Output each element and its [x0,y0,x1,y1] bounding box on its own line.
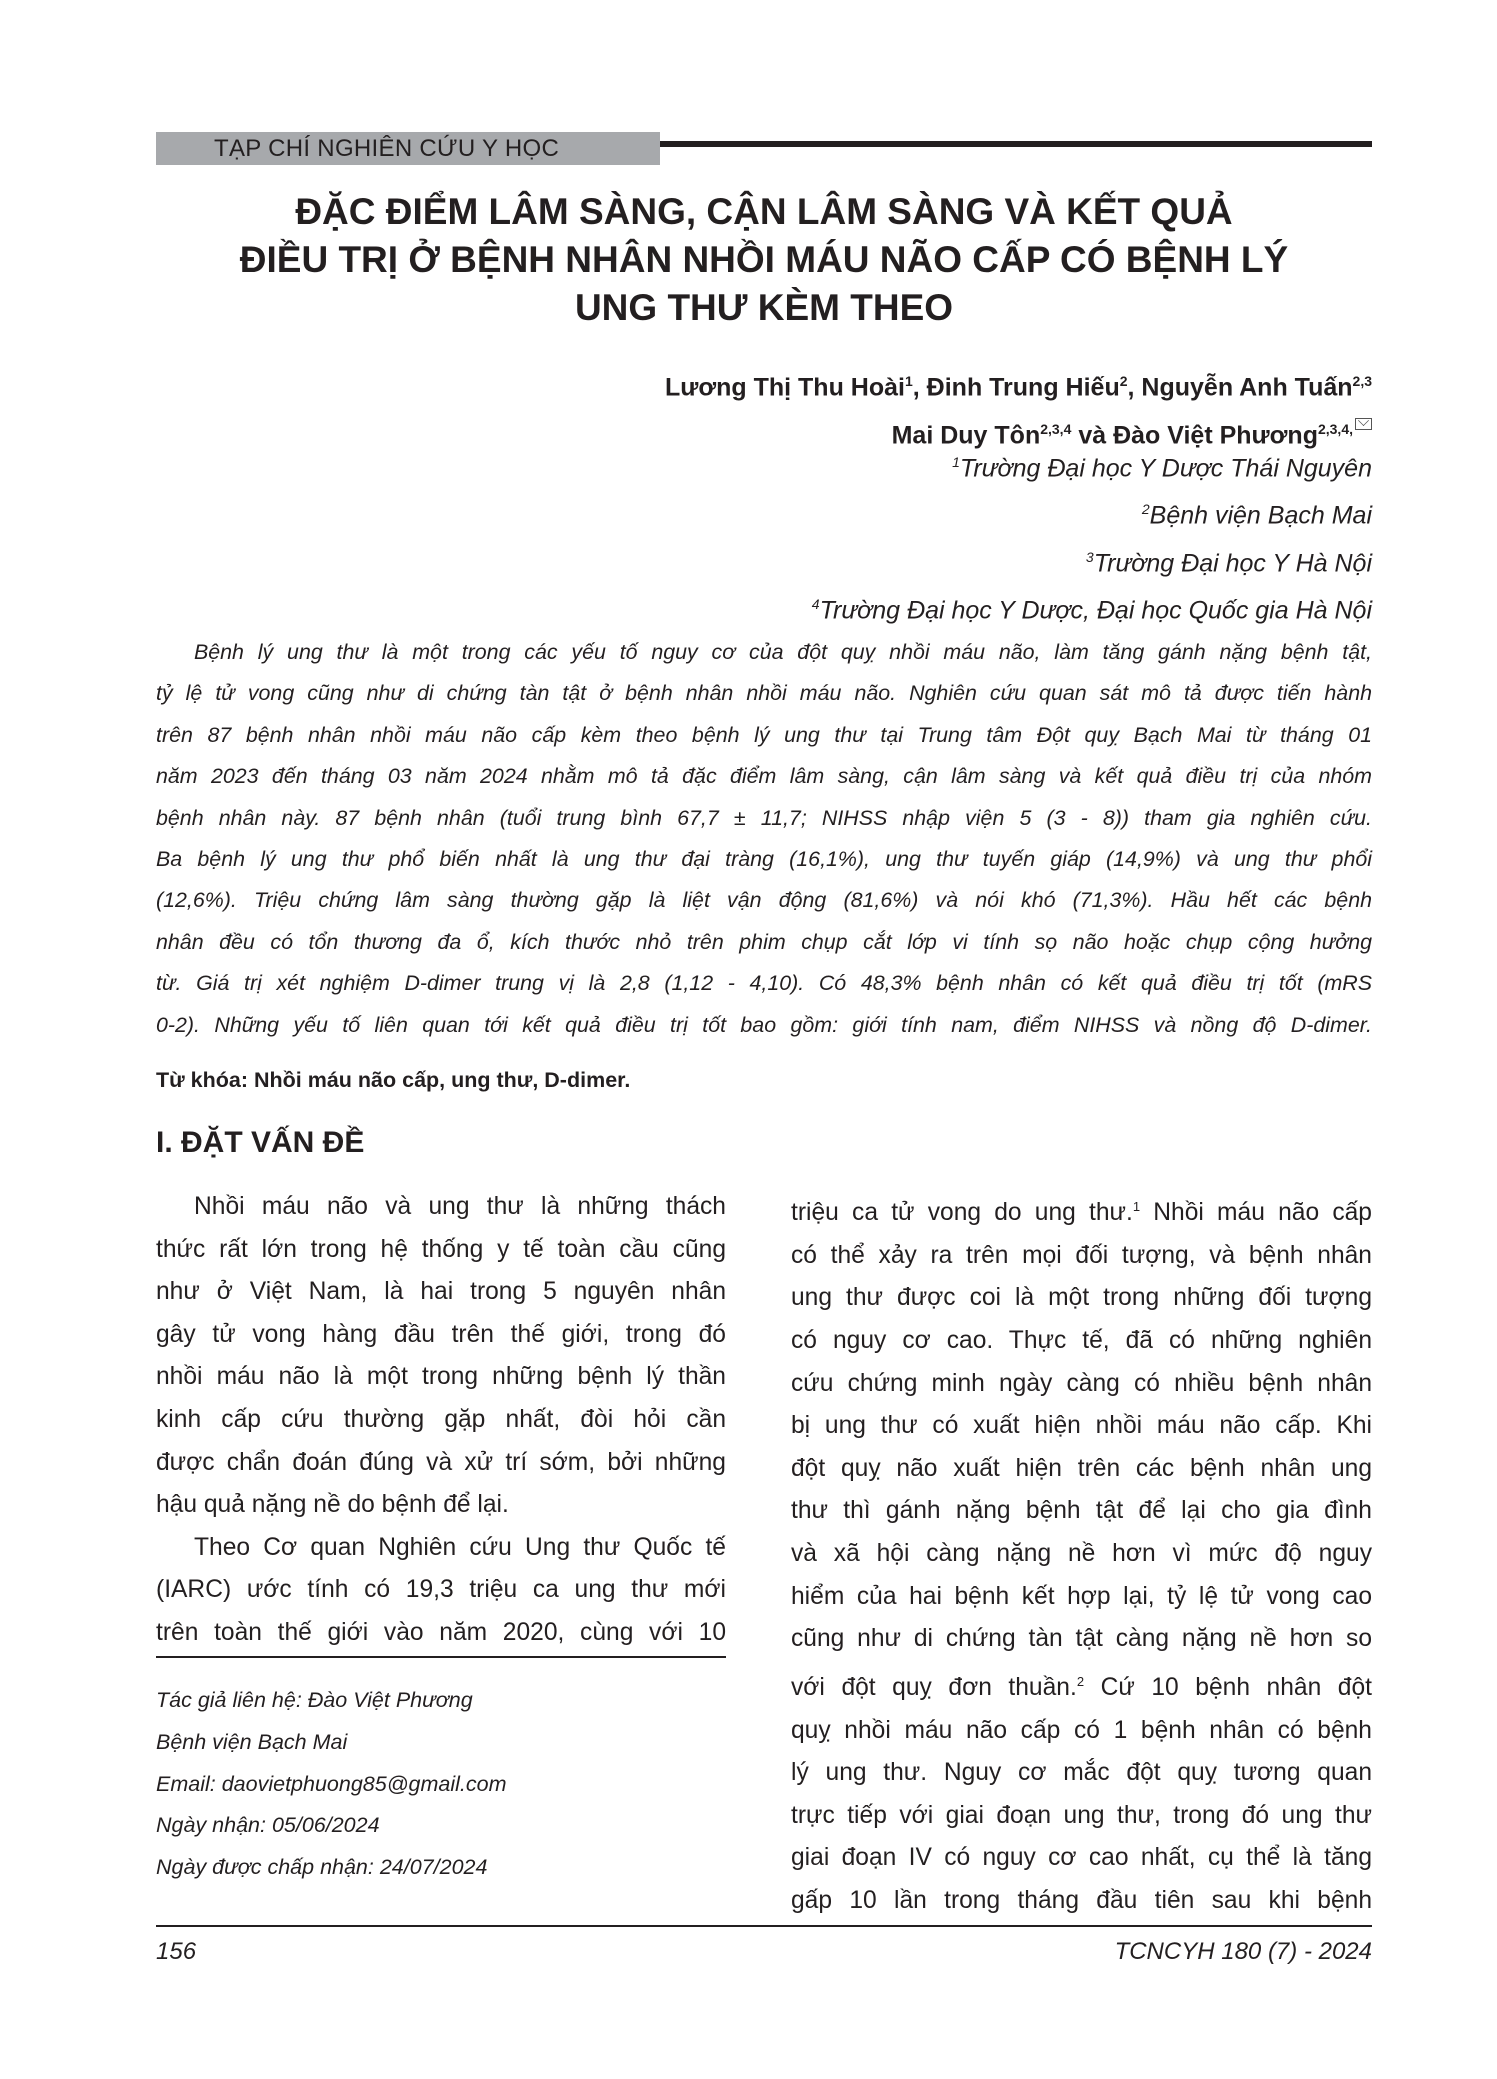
footer-rule [156,1925,1372,1927]
body-line: hậu quả nặng nề do bệnh để lại. [156,1491,509,1519]
author-affil-sup: 1 [904,373,913,389]
author-affil-sup: 2,3,4, [1317,421,1353,438]
abstract-line: năm 2023 đến tháng 03 năm 2024 nhằm mô tả đặc điểm lâm sàng, cận lâm sàng và kết quả điều trị của nhóm [156,764,1372,789]
author-conjunction: và [1078,421,1107,450]
footnote-line: Bệnh viện Bạch Mai [156,1729,348,1754]
envelope-icon [1355,418,1372,430]
abstract-line: (12,6%). Triệu chứng lâm sàng thường gặp là liệt vận động (81,6%) và nói khó (71,3%). Hầu hết các bệnh [156,888,1372,913]
abstract-line: 0-2). Những yếu tố liên quan tới kết quả điều trị tốt bao gồm: giới tính nam, điểm NIHSS và nồng độ D-dimer. [156,1012,1372,1037]
author-line-1: Lương Thị Thu Hoài$^1$, Đinh Trung Hiếu$^2$, Nguyễn Anh Tuấn$^{2,3}$ [664,373,1372,402]
author-name: Đào Việt Phương [1113,421,1318,450]
affiliation-sup: 4 [811,595,820,612]
correspondence-footnote [156,1680,507,1889]
affiliation-sup: 1 [952,454,960,470]
body-line: và xã hội càng nặng nề hơn vì mức độ nguy [791,1539,1372,1567]
abstract-line: trên 87 bệnh nhân nhồi máu não cấp kèm theo bệnh lý ung thư tại Trung tâm Đột quỵ Bạch Mai từ tháng 01 [156,722,1372,747]
affiliation [812,584,1372,631]
article-title [156,188,1372,332]
body-left-column [156,1186,726,1655]
affiliation-text: Trường Đại học Y Dược Thái Nguyên [959,454,1372,483]
affiliation-sup: 2 [1141,501,1150,518]
abstract-line: Bệnh lý ung thư là một trong các yếu tố nguy cơ của đột quỵ nhồi máu não, làm tăng gánh nặng bệnh tật, [194,640,1372,664]
body-text: Cứ 10 bệnh nhân đột [1084,1673,1372,1701]
body-line: ung thư được coi là một trong những đối tượng [791,1284,1372,1312]
abstract-line: từ. Giá trị xét nghiệm D-dimer trung vị là 2,8 (1,12 - 4,10). Có 48,3% bệnh nhân có kết quả điều trị tốt (mRS [156,971,1372,996]
author-affil-sup: 2,3 [1352,373,1372,389]
body-text: triệu ca tử vong do ung thư. [791,1199,1133,1227]
journal-issue: TCNCYH 180 (7) - 2024 [1114,1938,1372,1965]
footnote-line: Ngày nhận: 05/06/2024 [156,1813,380,1838]
citation-ref: 2 [1076,1673,1085,1689]
abstract-line: nhân đều có tổn thương đa ổ, kích thước nhỏ trên phim chụp cắt lớp vi tính sọ não hoặc chụp cộng hưởng [156,929,1372,954]
title-line: ĐẶC ĐIỂM LÂM SÀNG, CẬN LÂM SÀNG VÀ KẾT QUẢ [295,191,1233,232]
body-line: cũng như di chứng tàn tật càng nặng nề hơn so [791,1625,1372,1653]
body-line: thư thì gánh nặng bệnh tật để lại cho gia đình [791,1497,1372,1525]
body-text: với đột quỵ đơn thuần. [791,1673,1077,1701]
abstract [156,632,1372,1046]
author-name: Mai Duy Tôn [891,421,1041,450]
footnote-line: Ngày được chấp nhận: 24/07/2024 [156,1855,488,1880]
body-line: quỵ nhồi máu não cấp có 1 bệnh nhân có bệnh [791,1716,1372,1744]
footnote-rule [156,1656,726,1658]
author-name: Lương Thị Thu Hoài [664,373,905,402]
body-line: được chẩn đoán đúng và xử trí sớm, bởi những [156,1448,726,1476]
author-name: Nguyễn Anh Tuấn [1141,373,1353,402]
body-line [791,1661,1372,1710]
citation-ref: 1 [1132,1199,1141,1214]
affiliation-sup: 3 [1085,548,1094,565]
affiliation-text: Trường Đại học Y Dược, Đại học Quốc gia Hà Nội [819,596,1372,625]
affiliation [812,442,1372,489]
body-line: kinh cấp cứu thường gặp nhất, đòi hỏi cần [156,1405,726,1433]
journal-name: TẠP CHÍ NGHIÊN CỨU Y HỌC [214,135,560,162]
body-line: đột quỵ não xuất hiện trên các bệnh nhân ung [791,1454,1372,1482]
body-line: bị ung thư có xuất hiện nhồi máu não cấp. Khi [791,1412,1372,1440]
keywords: Từ khóa: Nhồi máu não cấp, ung thư, D-dimer. [156,1068,631,1092]
affiliation-text: Bệnh viện Bạch Mai [1149,501,1372,530]
footnote-line: Tác giả liên hệ: Đào Việt Phương [156,1688,473,1712]
body-line: lý ung thư. Nguy cơ mắc đột quỵ tương quan [791,1759,1372,1787]
header-rule [660,141,1372,147]
body-line: Nhồi máu não và ung thư là những thách [194,1193,726,1220]
body-line: gây tử vong hàng đầu trên thế giới, trong đó [156,1320,726,1348]
page-number: 156 [156,1938,197,1965]
body-line: Theo Cơ quan Nghiên cứu Ung thư Quốc tế [194,1533,726,1561]
body-line: giai đoạn IV có nguy cơ cao nhất, cụ thể là tăng [791,1844,1372,1872]
author-affil-sup: 2,3,4 [1040,421,1072,438]
body-line: (IARC) ước tính có 19,3 triệu ca ung thư mới [156,1576,726,1604]
body-line: thức rất lớn trong hệ thống y tế toàn cầu cũng [156,1235,726,1263]
abstract-line: tỷ lệ tử vong cũng như di chứng tàn tật ở bệnh nhân nhồi máu não. Nghiên cứu quan sát mô tả được tiến hành [156,681,1372,706]
body-right-column [791,1186,1372,1922]
abstract-line: Ba bệnh lý ung thư phổ biến nhất là ung thư đại tràng (16,1%), ung thư tuyến giáp (14,9%) và ung thư phổi [156,847,1372,872]
footnote-line: Email: daovietphuong85@gmail.com [156,1771,507,1796]
body-line: có nguy cơ cao. Thực tế, đã có những nghiên [791,1326,1372,1354]
title-line: UNG THƯ KÈM THEO [574,287,954,328]
body-text: Nhồi máu não cấp [1140,1199,1372,1227]
affiliation [812,537,1372,584]
author-name: Đinh Trung Hiếu [926,373,1120,402]
body-line: hiểm của hai bệnh kết hợp lại, tỷ lệ tử vong cao [791,1582,1372,1610]
body-line: cứu chứng minh ngày càng có nhiều bệnh nhân [791,1369,1372,1397]
affiliation [812,489,1372,536]
affiliation-text: Trường Đại học Y Hà Nội [1093,548,1372,577]
body-line [791,1186,1372,1235]
body-line: có thể xảy ra trên mọi đối tượng, và bệnh nhân [791,1241,1372,1269]
section-heading: I. ĐẶT VẤN ĐỀ [156,1126,365,1159]
author-affil-sup: 2 [1119,373,1128,389]
title-line: ĐIỀU TRỊ Ở BỆNH NHÂN NHỒI MÁU NÃO CẤP CÓ BỆNH LÝ [239,239,1289,280]
body-line: như ở Việt Nam, là hai trong 5 nguyên nhân [156,1278,726,1306]
body-line: trên toàn thế giới vào năm 2020, cùng với 10 [156,1618,726,1646]
abstract-line: bệnh nhân này. 87 bệnh nhân (tuổi trung bình 67,7 ± 11,7; NIHSS nhập viện 5 (3 - 8)) tham gia nghiên cứu. [156,805,1372,830]
body-line: nhồi máu não là một trong những bệnh lý thần [156,1363,726,1391]
body-line: trực tiếp với giai đoạn ung thư, trong đó ung thư [791,1801,1372,1829]
affiliation-list [812,442,1372,631]
body-line: gấp 10 lần trong tháng đầu tiên sau khi bệnh [791,1886,1372,1914]
